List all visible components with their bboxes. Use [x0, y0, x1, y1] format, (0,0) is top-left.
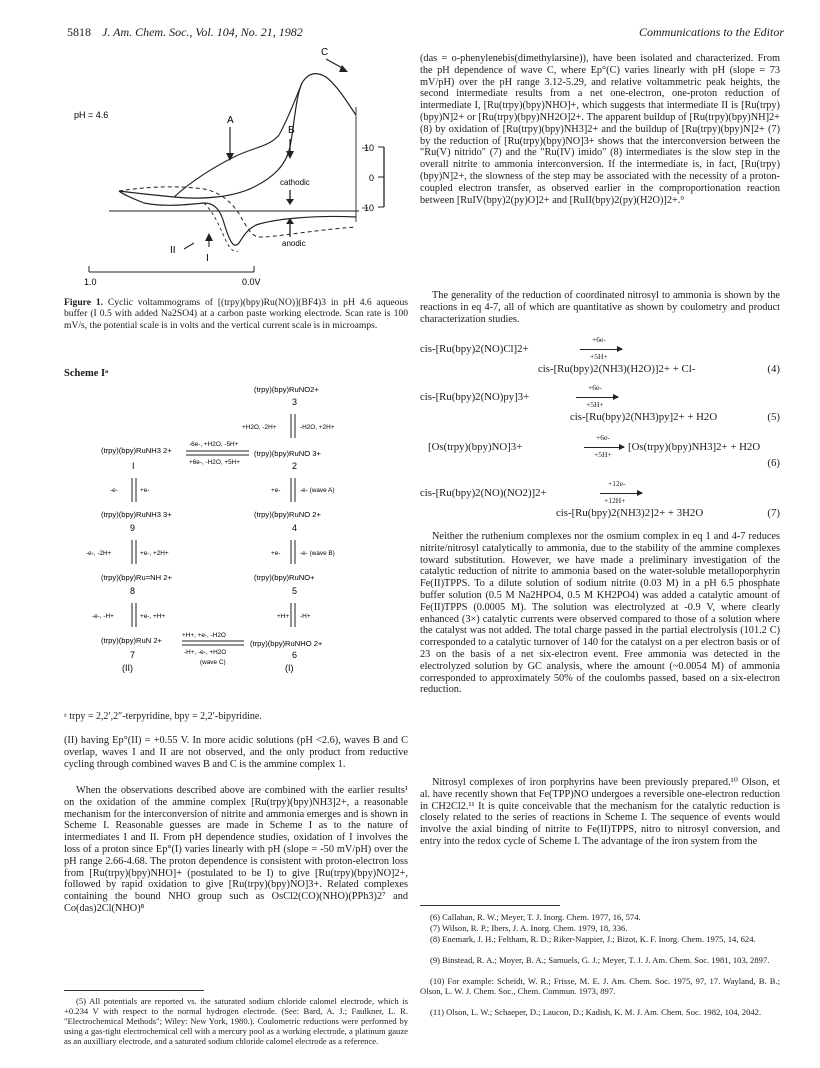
arrow-label: +e-, +H+	[140, 613, 166, 620]
equation-left: [Os(trpy)(bpy)NO]3+	[428, 441, 523, 453]
species-1: (trpy)(bpy)RuNH3 2+	[101, 446, 172, 455]
arrow-label: (wave C)	[200, 659, 226, 666]
number-label: 8	[130, 586, 136, 596]
reference: (8) Enemark, J. H.; Feltham, R. D.; Riker-Nappier, J.; Bizot, K. F. Inorg. Chem. 1975, 14, 624.	[430, 934, 756, 944]
number-label: 4	[292, 523, 298, 533]
figure-caption	[64, 297, 408, 331]
body-paragraph: The generality of the reduction of coordinated nitrosyl to ammonia is shown by the reactions in eq 4-7, all of which are quantitative as shown by coulometry and product characterization studies.	[420, 290, 780, 325]
species-9: (trpy)(bpy)RuNH3 3+	[101, 510, 172, 519]
equation-4	[420, 335, 780, 383]
arrow-label: +e-	[271, 487, 281, 494]
equation-left: cis-[Ru(bpy)2(NO)Cl]2+	[420, 343, 529, 355]
equation-arrow-top: +6e-	[588, 383, 602, 392]
reference: (7) Wilson, R. P.; Ibers, J. A. Inorg. Chem. 1979, 18, 336.	[430, 923, 628, 933]
right-column	[420, 47, 780, 1047]
arrow-label: -e-, -2H+	[86, 550, 112, 557]
equation-right: cis-[Ru(bpy)2(NH3)py]2+ + H2O	[570, 411, 718, 423]
scale-tick-label: 10	[364, 203, 375, 213]
equation-arrow-bottom: +5H+	[590, 352, 608, 361]
equation-5	[420, 383, 780, 431]
equation-right: cis-[Ru(bpy)2(NH3)2]2+ + 3H2O	[556, 507, 704, 519]
arrow-label: -H+	[300, 613, 311, 620]
arrow-label: +e-, +2H+	[140, 550, 169, 557]
reference: (6) Callahan, R. W.; Meyer, T. J. Inorg. Chem. 1977, 16, 574.	[430, 912, 641, 922]
wave-label-i: I	[206, 253, 209, 264]
body-paragraph: (II) having Ep°(II) = +0.55 V. In more acidic solutions (pH <2.6), waves B and C overlap, waves I and II are not observed, and the only product from reductive cycling through combined waves B and C is the ammine complex 1.	[64, 735, 408, 770]
equation-right: cis-[Ru(bpy)2(NH3)(H2O)]2+ + Cl-	[538, 363, 696, 375]
equation-left: cis-[Ru(bpy)2(NO)py]3+	[420, 391, 530, 403]
anodic-label: anodic	[282, 239, 306, 248]
equation-arrow-top: +6e-	[592, 335, 606, 344]
species-7: (trpy)(bpy)RuN 2+	[101, 636, 162, 645]
left-column	[64, 47, 408, 1047]
equation-number: (7)	[767, 507, 780, 519]
scheme-footnote: ᵃ trpy = 2,2′,2″-terpyridine, bpy = 2,2′-bipyridine.	[64, 711, 262, 722]
journal-citation: J. Am. Chem. Soc., Vol. 104, No. 21, 1982	[102, 25, 303, 39]
species-2: (trpy)(bpy)RuNO 3+	[254, 449, 321, 458]
figure-1	[64, 47, 408, 291]
number-label: I	[132, 461, 135, 471]
footnote-rule	[64, 990, 204, 991]
footnote: (5) All potentials are reported vs. the saturated sodium chloride calomel electrode, which is +0.234 V with respect to the normal hydrogen electrode. (See: Bard, A. J.; Faulkner, L. R. "Electrochemical Methods"; Wiley: New York, 1980.). Coulometric reductions were performed by using a gas-tight electrochemical cell with a mercury pool as a working electrode, a platinum gauze as an auxilliary electrode, and a saturated sodium chloride calomel electrode as a reference.	[64, 996, 408, 1047]
body-paragraph: (das = o-phenylenebis(dimethylarsine)), have been isolated and characterized. From the pH dependence of wave C, where Ep°(C) varies linearly with pH (slope = 73 mV/pH) over the pH range 3.12-5.29, and relative voltammetric peak heights, the second intermediate results from a net one-electron, one-proton reduction of intermediate I, [Ru(trpy)(bpy)NHO]+, which suggests that intermediate II is [Ru(trpy)(bpy)N]2+ or [Ru(trpy)(bpy)NH2O]2+. The apparent buildup of [Ru(trpy)(bpy)NH]2+ (8) by oxidation of [Ru(trpy)(bpy)NH3]2+ and the buildup of [Ru(trpy)(bpy)N]2+ (7) by the reduction of [Ru(trpy)(bpy)NO]3+ shows that the interconversion between the "Ru(V) nitrido" (7) and the "Ru(IV) imido" (8) intermediates is the slow step in the overall nitrite to ammonia interconversion. If the intermediate is, in fact, [Ru(trpy)(bpy)N]2+, the slowness of the step may be associated with the necessity of a proton-coupled electron transfer, as observed earlier in the comproportionation reaction between [RuIV(bpy)2(py)O]2+ and [RuII(bpy)2(py)(H2O)]2+.⁹	[420, 53, 780, 206]
body-paragraph: When the observations described above are combined with the earlier results¹ on the oxidation of the ammine complex [Ru(trpy)(bpy)NH3]2+, a reasonable mechanism for the interconversion of nitrite and ammonia emerges and is shown in Scheme I. Reasonable guesses are made in Scheme I as to the nature of intermediates I and II. From pH dependence studies, oxidation of I involves the loss of a proton since Ep°(I) varies linearly with pH (slope = -50 mV/pH) over the pH range 2.66-4.68. The proton dependence is consistent with proton-electron loss from [Ru(trpy)(bpy)NHO]+ (postulated to be I) to give [Ru(trpy)(bpy)NO]2+, followed by rapid oxidation to give [Ru(trpy)(bpy)NO]3+. Related complexes containing the bound NHO group such as OsCl2(CO)(NHO)(PPh3)2⁷ and Co(das)2Cl(NHO)⁸	[64, 785, 408, 914]
arrow-label: +H2O, -2H+	[242, 424, 277, 431]
reference: (9) Binstead, R. A.; Moyer, B. A.; Samuels, G. J.; Meyer, T. J. J. Am. Chem. Soc. 1981, 103, 2897.	[430, 955, 770, 965]
wave-arrow-ii	[184, 243, 194, 249]
body-paragraph: Neither the ruthenium complexes nor the osmium complex in eq 1 and 4-7 reduces nitrite/nitrosyl catalytically to ammonia, due to the stability of the ammine complexes toward substitution. However, we have made a preliminary investigation of the catalytic reduction of nitrite to ammonia based on the water-soluble metalloporphyrin Fe(II)TPPS. To a dilute solution of sodium nitrite (0.03 M) in a pH 6.5 phosphate buffer solution (0.5 M Na2HPO4, 0.5 M KH2PO4) was added a catalytic amount of Fe(II)TPPS (0.0005 M). The solution was electrolyzed at -0.9 V, where clearly enhanced (3×) catalytic currents were observed compared to those of a solution where the catalyst was not added. The total charge passed in the partial electrolysis (101.2 C) corresponded to a catalytic turnover of 140 for the catalyst on a per electron basis or of 23 on the basis of a net six-electron event. Free ammonia was detected in the electrolyzed solution by GC analysis, where the amount (~0.0054 M) of ammonia corresponded to approximately 50% of the coulombs passed, based on a six-electron reduction.	[420, 531, 780, 696]
reference: (10) For example: Scheidt, W. R.; Frisse, M. E. J. Am. Chem. Soc. 1975, 97, 17. Wayland, B. B.; Olson, L. W. J. Chem. Soc., Chem. Commun. 1973, 897.	[420, 976, 780, 997]
equation-arrow-bottom: +5H+	[586, 400, 604, 409]
species-6: (trpy)(bpy)RuNHO 2+	[250, 639, 323, 648]
scale-tick-label: 10	[364, 143, 375, 153]
scale-tick-label: 0	[369, 173, 375, 183]
section-name: Communications to the Editor	[639, 25, 784, 39]
arrow-label: +e-	[271, 550, 281, 557]
number-label: 9	[130, 523, 136, 533]
footnote-rule	[420, 905, 560, 906]
equation-arrow	[580, 349, 622, 350]
equation-arrow-top: +6e-	[596, 433, 610, 442]
equation-arrow-bottom: +12H+	[604, 496, 626, 505]
arrow-label: -e-	[110, 487, 118, 494]
cathodic-label: cathodic	[280, 178, 310, 187]
equation-arrow	[584, 447, 624, 448]
arrow-label: +e-	[140, 487, 150, 494]
equation-left: cis-[Ru(bpy)2(NO)(NO2)]2+	[420, 487, 547, 499]
wave-arrow-c-head	[339, 65, 348, 72]
arrow-label: -H+, -e-, +H2O	[184, 649, 227, 656]
wave-label-b: B	[288, 125, 295, 136]
cv-trace-solid-return	[119, 191, 356, 245]
species-4: (trpy)(bpy)RuNO 2+	[254, 510, 321, 519]
number-label: 6	[292, 650, 298, 660]
arrow-label: -e- (wave A)	[300, 487, 335, 494]
equation-number: (5)	[767, 411, 780, 423]
wave-label-a: A	[227, 115, 234, 126]
equation-number: (6)	[767, 457, 780, 469]
caption-text: Cyclic voltammograms of [(trpy)(bpy)Ru(NO)](BF4)3 in pH 4.6 aqueous buffer (I 0.5 with added Na2SO4) at a carbon paste working electrode. Scan rate is 100 mV/s, the potential scale is in volts and the vertical current scale is in microamps.	[64, 297, 408, 331]
wave-label-ii: II	[170, 245, 176, 256]
arrow-label: -6e-, +H2O, -5H+	[189, 441, 239, 448]
equation-arrow	[576, 397, 618, 398]
number-label: 5	[292, 586, 298, 596]
page-number: 5818	[67, 25, 91, 39]
species-3: (trpy)(bpy)RuNO2+	[254, 385, 319, 394]
page-header	[67, 25, 784, 41]
arrow-label: -H2O, +2H+	[300, 424, 335, 431]
wave-arrow-i-head	[205, 233, 213, 241]
cv-trace-dashed	[119, 187, 356, 237]
equation-arrow-bottom: +5H+	[594, 450, 612, 459]
arrow-label: +6e-, -H2O, +5H+	[189, 459, 240, 466]
scheme-title: Scheme Iᵃ	[64, 368, 109, 379]
species-5: (trpy)(bpy)RuNO+	[254, 573, 315, 582]
ph-label: pH = 4.6	[74, 110, 109, 120]
number-label: 3	[292, 397, 298, 407]
body-paragraph: Nitrosyl complexes of iron porphyrins have been previously prepared.¹⁰ Olson, et al. have recently shown that Fe(TPP)NO undergoes a reversible one-electron reduction in CH2Cl2.¹¹ It is quite conceivable that the mechanism for the catalytic reduction is closely related to the series of reactions in Scheme I. The sequence of events would involve the axial binding of nitrite to Fe(II)TPPS, nitro to nitrosyl conversion, and entry into the redox cycle of Scheme I. The advantage of the iron system from the	[420, 777, 780, 847]
number-label: (II)	[122, 663, 133, 673]
number-label: (I)	[285, 663, 294, 673]
equation-arrow-top: +12e-	[608, 479, 626, 488]
wave-label-c: C	[321, 47, 329, 58]
caption-title: Figure 1.	[64, 297, 104, 308]
species-8: (trpy)(bpy)Ru=NH 2+	[101, 573, 172, 582]
equation-6	[420, 433, 780, 473]
x-tick-label: 1.0	[84, 277, 97, 287]
equation-right: [Os(trpy)(bpy)NH3]2+ + H2O	[628, 441, 761, 453]
arrow-label: +H+	[277, 613, 290, 620]
arrow-label: -e-, -H+	[92, 613, 114, 620]
x-tick-label: 0.0V	[242, 277, 261, 287]
cv-trace-solid	[119, 74, 356, 198]
reference: (11) Olson, L. W.; Schaeper, D.; Laucon, D.; Kadish, K. M. J. Am. Chem. Soc. 1982, 104, 2042.	[430, 1007, 762, 1017]
equation-arrow	[600, 493, 642, 494]
number-label: 2	[292, 461, 298, 471]
number-label: 7	[130, 650, 136, 660]
cathodic-arrow-head	[286, 199, 294, 205]
arrow-label: +H+, +e-, -H2O	[182, 632, 226, 639]
equation-7	[420, 479, 780, 527]
reaction-scheme	[64, 380, 408, 710]
scheme-1	[64, 380, 408, 710]
cyclic-voltammogram	[64, 47, 408, 291]
equation-number: (4)	[767, 363, 780, 375]
arrow-label: -e- (wave B)	[300, 550, 335, 557]
